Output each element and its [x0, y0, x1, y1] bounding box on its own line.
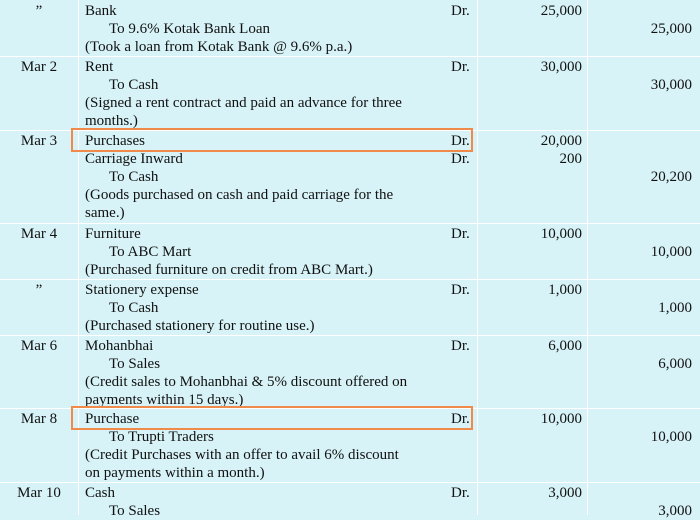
narration: months.) [85, 113, 138, 129]
debit-account: Stationery expense [85, 282, 199, 298]
debit-amount: 30,000 [540, 59, 582, 75]
entry-date: Mar 10 [17, 485, 61, 501]
debit-amount: 20,000 [540, 133, 582, 149]
dr-label: Dr. [451, 133, 470, 149]
credit-amount: 6,000 [658, 356, 692, 372]
dr-label: Dr. [451, 3, 470, 19]
dr-label: Dr. [451, 226, 470, 242]
highlight-box [71, 128, 473, 152]
row-divider [0, 482, 700, 483]
row-divider [0, 279, 700, 280]
dr-label: Dr. [451, 485, 470, 501]
dr-label: Dr. [451, 282, 470, 298]
entry-date: Mar 2 [20, 59, 58, 75]
credit-amount: 10,000 [650, 244, 692, 260]
debit-amount: 25,000 [540, 3, 582, 19]
debit-amount: 10,000 [540, 411, 582, 427]
credit-amount: 25,000 [650, 21, 692, 37]
debit-amount: 3,000 [548, 485, 582, 501]
entry-date: ” [35, 282, 43, 298]
narration: payments within 15 days.) [85, 392, 244, 408]
credit-account: To Cash [109, 169, 159, 185]
debit-account: Cash [85, 485, 115, 501]
dr-label: Dr. [451, 59, 470, 75]
row-divider [0, 223, 700, 224]
column-divider [78, 0, 79, 515]
narration: (Purchased stationery for routine use.) [85, 318, 315, 334]
dr-label: Dr. [451, 151, 470, 167]
entry-date: Mar 3 [20, 133, 58, 149]
credit-account: To ABC Mart [109, 244, 192, 260]
entry-date: Mar 8 [20, 411, 58, 427]
narration: (Goods purchased on cash and paid carriage for the [85, 187, 394, 203]
entry-date: ” [35, 3, 43, 19]
credit-amount: 3,000 [658, 503, 692, 519]
debit-account: Bank [85, 3, 117, 19]
row-divider [0, 335, 700, 336]
narration: same.) [85, 205, 125, 221]
narration: (Signed a rent contract and paid an advance for three [85, 95, 402, 111]
credit-account: To Cash [109, 300, 159, 316]
debit-account: Furniture [85, 226, 141, 242]
debit-amount: 1,000 [548, 282, 582, 298]
credit-account: To Trupti Traders [109, 429, 214, 445]
narration: (Credit Purchases with an offer to avail 6% discount [85, 447, 399, 463]
dr-label: Dr. [451, 338, 470, 354]
narration: (Purchased furniture on credit from ABC Mart.) [85, 262, 373, 278]
debit-account: Carriage Inward [85, 151, 183, 167]
dr-label: Dr. [451, 411, 470, 427]
debit-account: Purchases [85, 133, 145, 149]
credit-account: To Cash [109, 77, 159, 93]
debit-account: Mohanbhai [85, 338, 154, 354]
narration: (Credit sales to Mohanbhai & 5% discount offered on [85, 374, 408, 390]
column-divider [587, 0, 588, 515]
credit-account: To 9.6% Kotak Bank Loan [109, 21, 271, 37]
debit-amount: 10,000 [540, 226, 582, 242]
debit-account: Rent [85, 59, 114, 75]
debit-account: Purchase [85, 411, 140, 427]
narration: (Took a loan from Kotak Bank @ 9.6% p.a.) [85, 39, 353, 55]
entry-date: Mar 4 [20, 226, 58, 242]
debit-amount: 6,000 [548, 338, 582, 354]
highlight-box [71, 406, 473, 430]
credit-account: To Sales [109, 503, 161, 519]
column-divider [477, 0, 478, 515]
debit-amount: 200 [559, 151, 582, 167]
credit-amount: 30,000 [650, 77, 692, 93]
row-divider [0, 56, 700, 57]
credit-amount: 1,000 [658, 300, 692, 316]
entry-date: Mar 6 [20, 338, 58, 354]
credit-amount: 10,000 [650, 429, 692, 445]
narration: on payments within a month.) [85, 465, 265, 481]
credit-account: To Sales [109, 356, 161, 372]
credit-amount: 20,200 [650, 169, 692, 185]
